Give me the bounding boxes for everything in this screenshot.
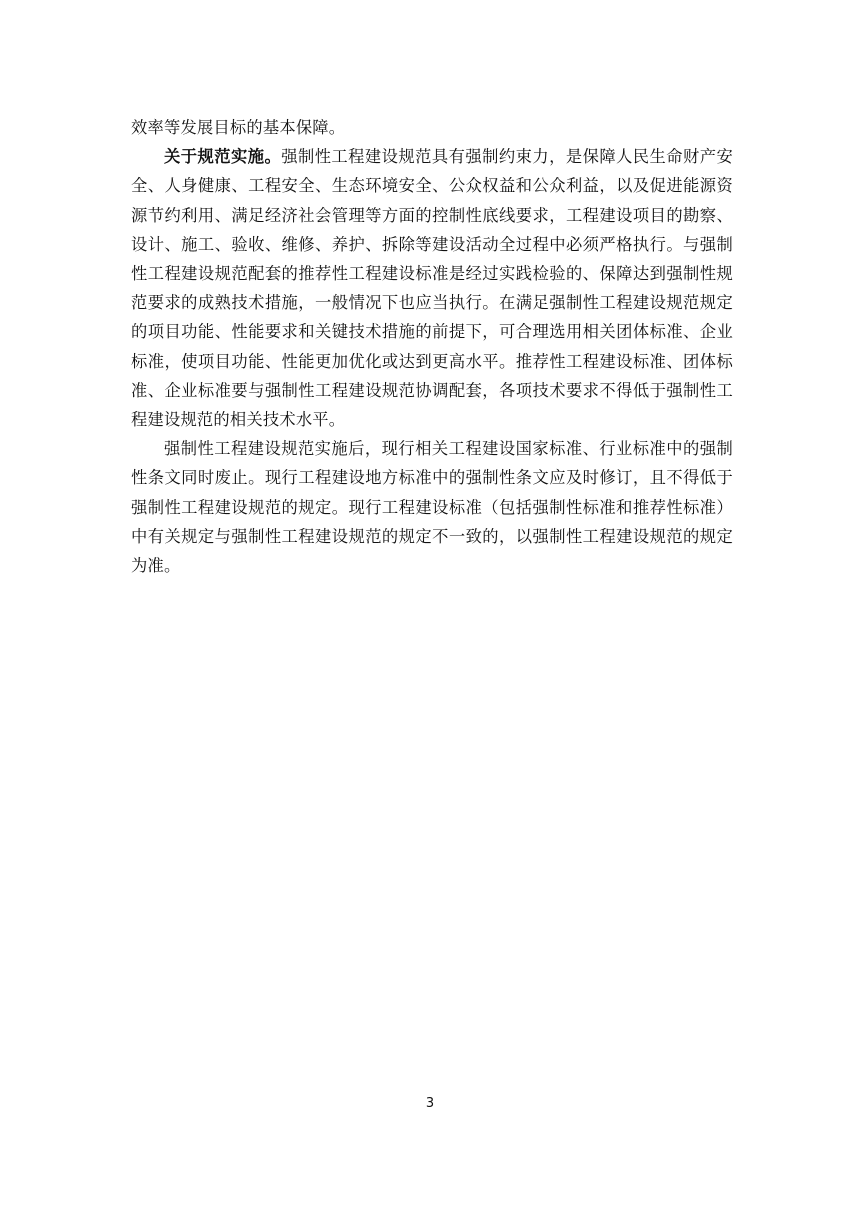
paragraph-abolition: 强制性工程建设规范实施后，现行相关工程建设国家标准、行业标准中的强制性条文同时废止。现行工程建设地方标准中的强制性条文应及时修订，且不得低于强制性工程建设规范的规定。现行工程建设标准（包括强制性标准和推荐性标准）中有关规定与强制性工程建设规范的规定不一致的，以强制性工程建设规范的规定为准。 [131,439,733,576]
paragraph-lead-heading: 关于规范实施。 [164,147,282,167]
paragraph-implementation [131,142,733,434]
page-number: 3 [425,1096,435,1111]
paragraph-continuation: 效率等发展目标的基本保障。 [131,118,346,137]
body-text [131,113,733,580]
paragraph-implementation-body: 强制性工程建设规范具有强制约束力，是保障人民生命财产安全、人身健康、工程安全、生态环境安全、公众权益和公众利益，以及促进能源资源节约利用、满足经济社会管理等方面的控制性底线要求，工程建设项目的勘察、设计、施工、验收、维修、养护、拆除等建设活动全过程中必须严格执行。与强制性工程建设规范配套的推荐性工程建设标准是经过实践检验的、保障达到强制性规范要求的成熟技术措施，一般情况下也应当执行。在满足强制性工程建设规范规定的项目功能、性能要求和关键技术措施的前提下，可合理选用相关团体标准、企业标准，使项目功能、性能更加优化或达到更高水平。推荐性工程建设标准、团体标准、企业标准要与强制性工程建设规范协调配套，各项技术要求不得低于强制性工程建设规范的相关技术水平。 [131,147,733,430]
